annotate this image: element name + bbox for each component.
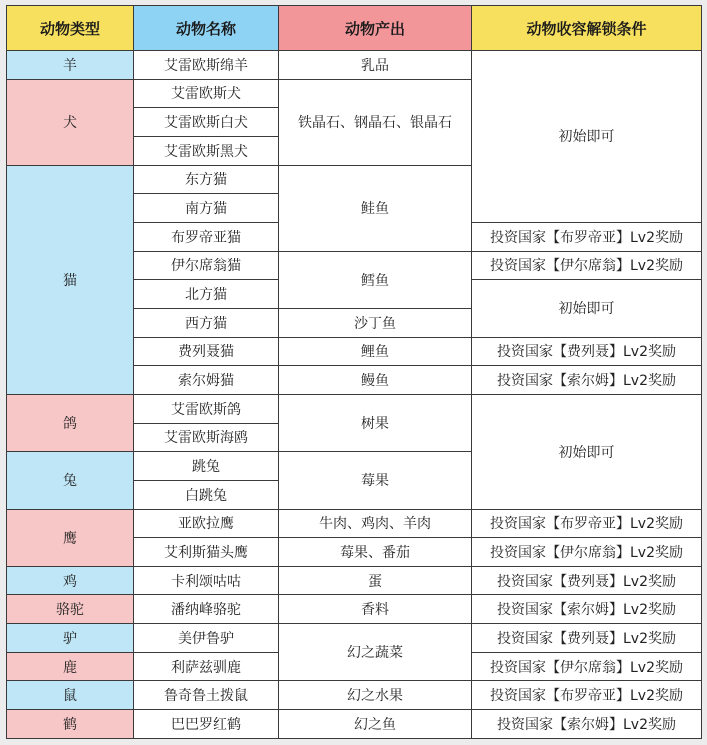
name-cell: 美伊鲁驴: [134, 624, 279, 653]
output-cell-salmon: 鲑鱼: [279, 165, 472, 251]
name-cell: 艾雷欧斯白犬: [134, 108, 279, 137]
table-row: [7, 624, 702, 653]
unlock-cell-initial-1: 初始即可: [472, 51, 702, 223]
name-cell: 费列聂猫: [134, 337, 279, 366]
output-cell-carp: 鲤鱼: [279, 337, 472, 366]
name-cell: 白跳兔: [134, 480, 279, 509]
name-cell: 亚欧拉鹰: [134, 509, 279, 538]
type-cell-camel: 骆驼: [7, 595, 134, 624]
type-cell-donkey: 驴: [7, 624, 134, 653]
output-cell-crystals: 铁晶石、钢晶石、银晶石: [279, 79, 472, 165]
unlock-cell-brotia: 投资国家【布罗帝亚】Lv2奖励: [472, 222, 702, 251]
name-cell: 利萨兹驯鹿: [134, 652, 279, 681]
type-cell-sheep: 羊: [7, 51, 134, 80]
output-cell-eel: 鳗鱼: [279, 366, 472, 395]
header-animal-type: 动物类型: [7, 6, 134, 51]
table-row: [7, 51, 702, 80]
table-row: [7, 710, 702, 739]
name-cell: 艾雷欧斯黑犬: [134, 136, 279, 165]
unlock-cell-solm: 投资国家【索尔姆】Lv2奖励: [472, 366, 702, 395]
name-cell: 鲁奇鲁土拨鼠: [134, 681, 279, 710]
unlock-cell-solm: 投资国家【索尔姆】Lv2奖励: [472, 710, 702, 739]
output-cell-sardine: 沙丁鱼: [279, 308, 472, 337]
header-unlock-condition: 动物收容解锁条件: [472, 6, 702, 51]
name-cell: 艾雷欧斯海鸥: [134, 423, 279, 452]
type-cell-dog: 犬: [7, 79, 134, 165]
unlock-cell-ilshion: 投资国家【伊尔席翁】Lv2奖励: [472, 652, 702, 681]
output-cell-fruit: 树果: [279, 394, 472, 451]
name-cell: 卡利颂咕咕: [134, 566, 279, 595]
name-cell: 潘纳峰骆驼: [134, 595, 279, 624]
unlock-cell-ferrienne: 投资国家【费列聂】Lv2奖励: [472, 624, 702, 653]
name-cell: 北方猫: [134, 280, 279, 309]
type-cell-mouse: 鼠: [7, 681, 134, 710]
name-cell: 跳兔: [134, 452, 279, 481]
name-cell: 西方猫: [134, 308, 279, 337]
name-cell: 艾利斯猫头鹰: [134, 538, 279, 567]
output-cell-egg: 蛋: [279, 566, 472, 595]
output-cell-fantasy-fish: 幻之鱼: [279, 710, 472, 739]
table-row: [7, 681, 702, 710]
unlock-cell-ilshion: 投资国家【伊尔席翁】Lv2奖励: [472, 251, 702, 280]
unlock-cell-initial-2: 初始即可: [472, 280, 702, 337]
type-cell-cat: 猫: [7, 165, 134, 394]
table-row: [7, 509, 702, 538]
header-row: [7, 6, 702, 51]
unlock-cell-solm: 投资国家【索尔姆】Lv2奖励: [472, 595, 702, 624]
type-cell-crane: 鹤: [7, 710, 134, 739]
name-cell: 艾雷欧斯绵羊: [134, 51, 279, 80]
type-cell-pigeon: 鸽: [7, 394, 134, 451]
output-cell-berry-tomato: 莓果、番茄: [279, 538, 472, 567]
type-cell-deer: 鹿: [7, 652, 134, 681]
name-cell: 南方猫: [134, 194, 279, 223]
animal-table-container: [6, 5, 701, 739]
type-cell-rabbit: 兔: [7, 452, 134, 509]
output-cell-cod: 鳕鱼: [279, 251, 472, 308]
table-row: [7, 394, 702, 423]
output-cell-dairy: 乳品: [279, 51, 472, 80]
output-cell-spice: 香料: [279, 595, 472, 624]
unlock-cell-initial-3: 初始即可: [472, 394, 702, 509]
type-cell-hawk: 鹰: [7, 509, 134, 566]
name-cell: 索尔姆猫: [134, 366, 279, 395]
header-animal-name: 动物名称: [134, 6, 279, 51]
output-cell-meat: 牛肉、鸡肉、羊肉: [279, 509, 472, 538]
output-cell-fantasy-veg: 幻之蔬菜: [279, 624, 472, 681]
name-cell: 巴巴罗红鹤: [134, 710, 279, 739]
unlock-cell-ferrienne: 投资国家【费列聂】Lv2奖励: [472, 566, 702, 595]
unlock-cell-brotia: 投资国家【布罗帝亚】Lv2奖励: [472, 681, 702, 710]
header-animal-output: 动物产出: [279, 6, 472, 51]
unlock-cell-brotia: 投资国家【布罗帝亚】Lv2奖励: [472, 509, 702, 538]
unlock-cell-ilshion: 投资国家【伊尔席翁】Lv2奖励: [472, 538, 702, 567]
output-cell-berry: 莓果: [279, 452, 472, 509]
table-row: [7, 566, 702, 595]
table-row: [7, 595, 702, 624]
name-cell: 艾雷欧斯犬: [134, 79, 279, 108]
name-cell: 东方猫: [134, 165, 279, 194]
output-cell-fantasy-fruit: 幻之水果: [279, 681, 472, 710]
unlock-cell-ferrienne: 投资国家【费列聂】Lv2奖励: [472, 337, 702, 366]
name-cell: 伊尔席翁猫: [134, 251, 279, 280]
name-cell: 布罗帝亚猫: [134, 222, 279, 251]
animal-table: [6, 5, 702, 739]
name-cell: 艾雷欧斯鸽: [134, 394, 279, 423]
type-cell-chicken: 鸡: [7, 566, 134, 595]
